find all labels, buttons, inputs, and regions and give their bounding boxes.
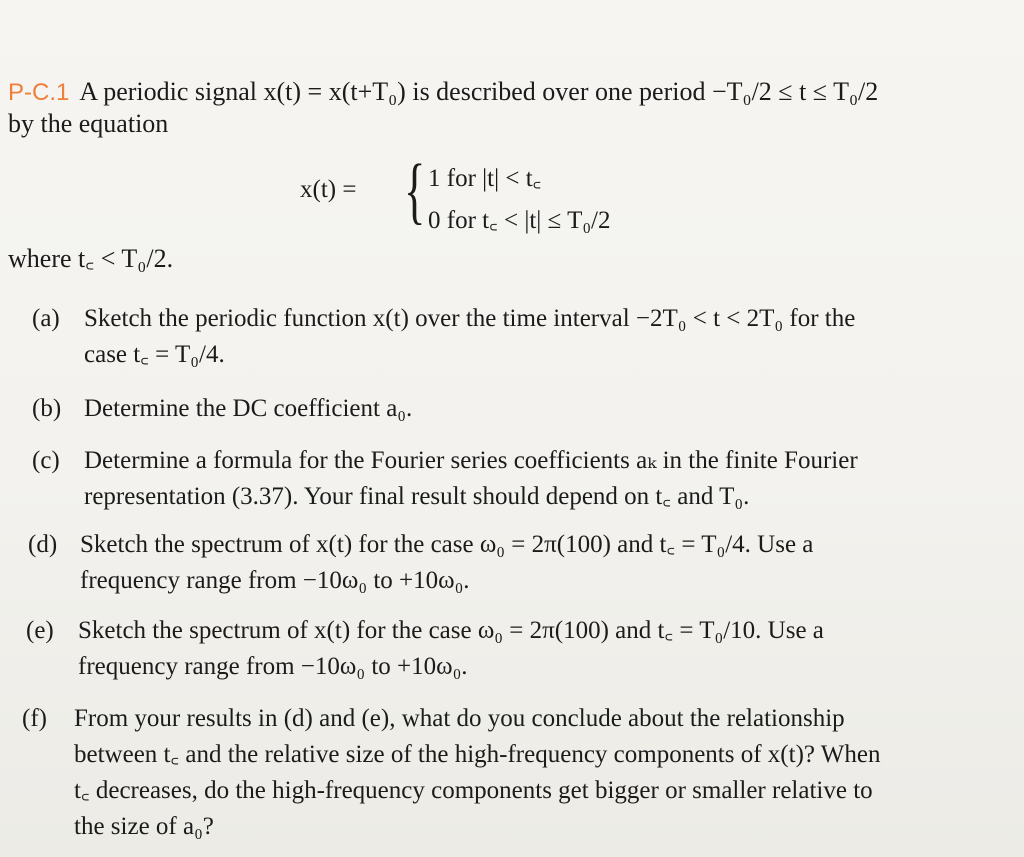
subquestion-marker: (c) (32, 447, 60, 474)
subquestion-text-line-1: Sketch the spectrum of x(t) for the case ω₀ = 2π(100) and t꜀ = T₀/10. Use a (78, 617, 824, 644)
subquestion-marker: (f) (22, 705, 47, 732)
subquestion-marker: (b) (32, 395, 62, 422)
problem-label: P-C.1 (8, 79, 70, 106)
subquestion-marker: (e) (26, 617, 54, 644)
subquestion-text-line-1: Determine a formula for the Fourier series coefficients aₖ in the finite Fourier (84, 447, 858, 474)
subquestion-text-line-2: between t꜀ and the relative size of the high-frequency components of x(t)? When (74, 741, 881, 768)
subquestion-text-line-1: Sketch the periodic function x(t) over the time interval −2T₀ < t < 2T₀ for the (84, 305, 856, 332)
piecewise-equation (300, 150, 720, 240)
subquestion-text-line-2: case t꜀ = T₀/4. (84, 341, 225, 368)
subquestion-marker: (d) (28, 531, 58, 558)
subquestion-text-line-2: frequency range from −10ω₀ to +10ω₀. (80, 567, 470, 594)
equation-case-2: 0 for t꜀ < |t| ≤ T₀/2 (428, 207, 611, 234)
subquestion-text-line-1: Sketch the spectrum of x(t) for the case ω₀ = 2π(100) and t꜀ = T₀/4. Use a (80, 531, 814, 558)
problem-intro-line-2: by the equation (8, 109, 169, 138)
left-brace-glyph: { (404, 150, 426, 232)
subquestion-text-line-1: From your results in (d) and (e), what do you conclude about the relationship (74, 705, 845, 732)
subquestion-marker: (a) (32, 305, 60, 332)
subquestion-text-line-2: representation (3.37). Your final result should depend on t꜀ and T₀. (84, 483, 750, 510)
subquestion-text-line-2: frequency range from −10ω₀ to +10ω₀. (78, 653, 468, 680)
problem-heading-line (8, 76, 878, 109)
problem-intro-line-1: A periodic signal x(t) = x(t+T₀) is described over one period −T₀/2 ≤ t ≤ T₀/2 (79, 77, 879, 106)
equation-case-1: 1 for |t| < t꜀ (428, 165, 542, 192)
where-clause: where t꜀ < T₀/2. (8, 244, 174, 273)
equation-lhs: x(t) = (300, 176, 357, 203)
subquestion-text-line-4: the size of a₀? (74, 813, 214, 840)
subquestion-text-line-1: Determine the DC coefficient a₀. (84, 395, 413, 422)
subquestion-text-line-3: t꜀ decreases, do the high-frequency components get bigger or smaller relative to (74, 777, 873, 804)
